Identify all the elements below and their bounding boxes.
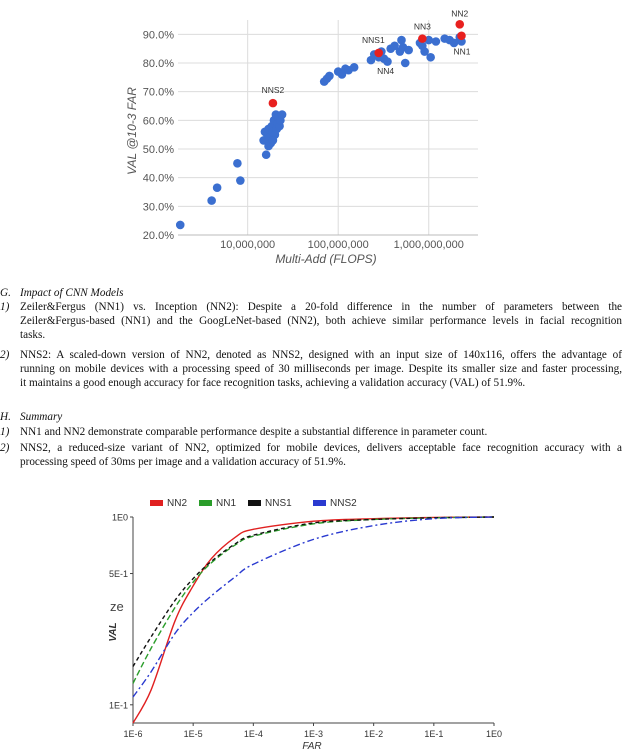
list-number: 1) — [0, 426, 10, 438]
scatter-point — [213, 183, 222, 192]
scatter-point — [207, 196, 216, 205]
scatter-point — [350, 63, 359, 72]
roc-curve-nn1 — [133, 517, 494, 683]
highlight-point — [455, 20, 464, 29]
legend-swatch — [199, 500, 212, 506]
x-tick-label: 1,000,000,000 — [393, 239, 464, 251]
x-tick-label: 1E-1 — [424, 729, 444, 739]
scatter-point — [401, 59, 410, 68]
scatter-point — [176, 221, 185, 230]
roc-x-axis-label: FAR — [302, 741, 322, 752]
point-annotation: NN2 — [451, 8, 469, 19]
list-number: 1) — [0, 301, 10, 313]
list-number: 2) — [0, 349, 10, 361]
point-annotation: NN4 — [377, 66, 395, 77]
scatter-point — [404, 46, 413, 55]
y-tick-label: 5E-1 — [108, 569, 128, 580]
scatter-point — [432, 37, 441, 46]
scatter-point — [236, 176, 245, 185]
paragraph-line: it maintains a good enough accuracy for face recognition tasks, achieving a validation accuracy (VAL) of 51.9%. — [20, 377, 526, 389]
paragraph-line: NN1 and NN2 demonstrate comparable performance despite a substantial difference in parameter count. — [20, 426, 488, 438]
paragraph-line: tasks. — [20, 329, 46, 341]
scatter-point — [383, 57, 392, 66]
paragraph-line: Zeiler&Fergus-based (NN1) and the GoogLeNet-based (NN2), both achieve similar performance levels in facial recognition — [20, 315, 622, 327]
section-g-letter: G. — [0, 287, 11, 299]
paragraph-line: NNS2, a reduced-size variant of NN2, optimized for mobile devices, delivers acceptable face recognition accuracy with a — [20, 442, 622, 454]
scatter-x-axis-label: Multi-Add (FLOPS) — [275, 252, 377, 266]
legend-swatch — [150, 500, 163, 506]
highlight-point — [269, 99, 278, 108]
legend-label: NNS2 — [330, 498, 357, 509]
legend-label: NNS1 — [265, 498, 292, 509]
y-tick-label: 1E0 — [111, 512, 128, 523]
x-tick-label: 1E0 — [485, 729, 503, 739]
scatter-y-axis-label: VAL @10-3 FAR — [125, 87, 139, 175]
paragraph-line: running on mobile devices with a processing speed of 30 milliseconds per image. Despite its smaller size and faster processing, — [20, 363, 622, 375]
section-h-letter: H. — [0, 411, 11, 423]
y-tick-label: 70.0% — [142, 86, 174, 99]
point-annotation: NN1 — [453, 46, 471, 57]
x-tick-label: 1E-5 — [183, 729, 203, 739]
scatter-point — [278, 110, 287, 119]
y-tick-label: 60.0% — [142, 115, 174, 128]
highlight-point — [418, 34, 427, 43]
roc-curve-nns2 — [133, 517, 494, 697]
x-tick-label: 1E-4 — [243, 729, 263, 739]
roc-curve-nn2 — [133, 517, 494, 723]
scatter-point — [233, 159, 242, 168]
paragraph-line: processing speed of 30ms per image and a validation accuracy of 51.9%. — [20, 456, 346, 468]
y-tick-label: 50.0% — [142, 144, 174, 156]
scatter-point — [426, 53, 435, 62]
legend-swatch — [248, 500, 261, 506]
y-tick-label: 1E-1 — [108, 700, 128, 711]
y-tick-label: 90.0% — [142, 29, 174, 42]
scatter-point — [269, 136, 278, 145]
highlight-point — [457, 31, 466, 40]
list-number: 2) — [0, 442, 10, 454]
roc-curve-chart — [0, 490, 636, 755]
x-tick-label: 1E-3 — [303, 729, 324, 739]
y-tick-label: 40.0% — [142, 172, 174, 185]
x-tick-label: 10,000,000 — [220, 239, 276, 251]
roc-y-axis-label: VAL — [108, 622, 119, 642]
point-annotation: NNS2 — [261, 85, 285, 96]
legend-label: NN2 — [167, 498, 188, 509]
x-tick-label: 1E-2 — [364, 729, 384, 739]
y-tick-label: 30.0% — [142, 201, 174, 214]
x-tick-label: 1E-6 — [123, 729, 143, 739]
y-tick-label: 20.0% — [142, 230, 174, 242]
paragraph-line: NNS2: A scaled-down version of NN2, denoted as NNS2, designed with an input size of 140x116, offers the advantage of — [20, 349, 622, 361]
point-annotation: NNS1 — [362, 34, 385, 45]
y-tick-label: 80.0% — [142, 58, 174, 70]
paragraph-line: Zeiler&Fergus (NN1) vs. Inception (NN2): Despite a 20-fold difference in the number of parameters between the — [20, 301, 622, 313]
highlight-point — [374, 49, 383, 58]
stray-text: ze — [110, 599, 124, 614]
legend-label: NN1 — [216, 498, 237, 509]
flops-vs-val-scatter-chart — [0, 0, 636, 270]
section-h-title: Summary — [20, 411, 63, 423]
scatter-point — [397, 36, 406, 45]
scatter-point — [262, 150, 271, 159]
legend-swatch — [313, 500, 326, 506]
scatter-point — [325, 72, 334, 81]
point-annotation: NN3 — [413, 21, 431, 32]
x-tick-label: 100,000,000 — [307, 239, 369, 251]
section-g-title: Impact of CNN Models — [20, 287, 124, 299]
